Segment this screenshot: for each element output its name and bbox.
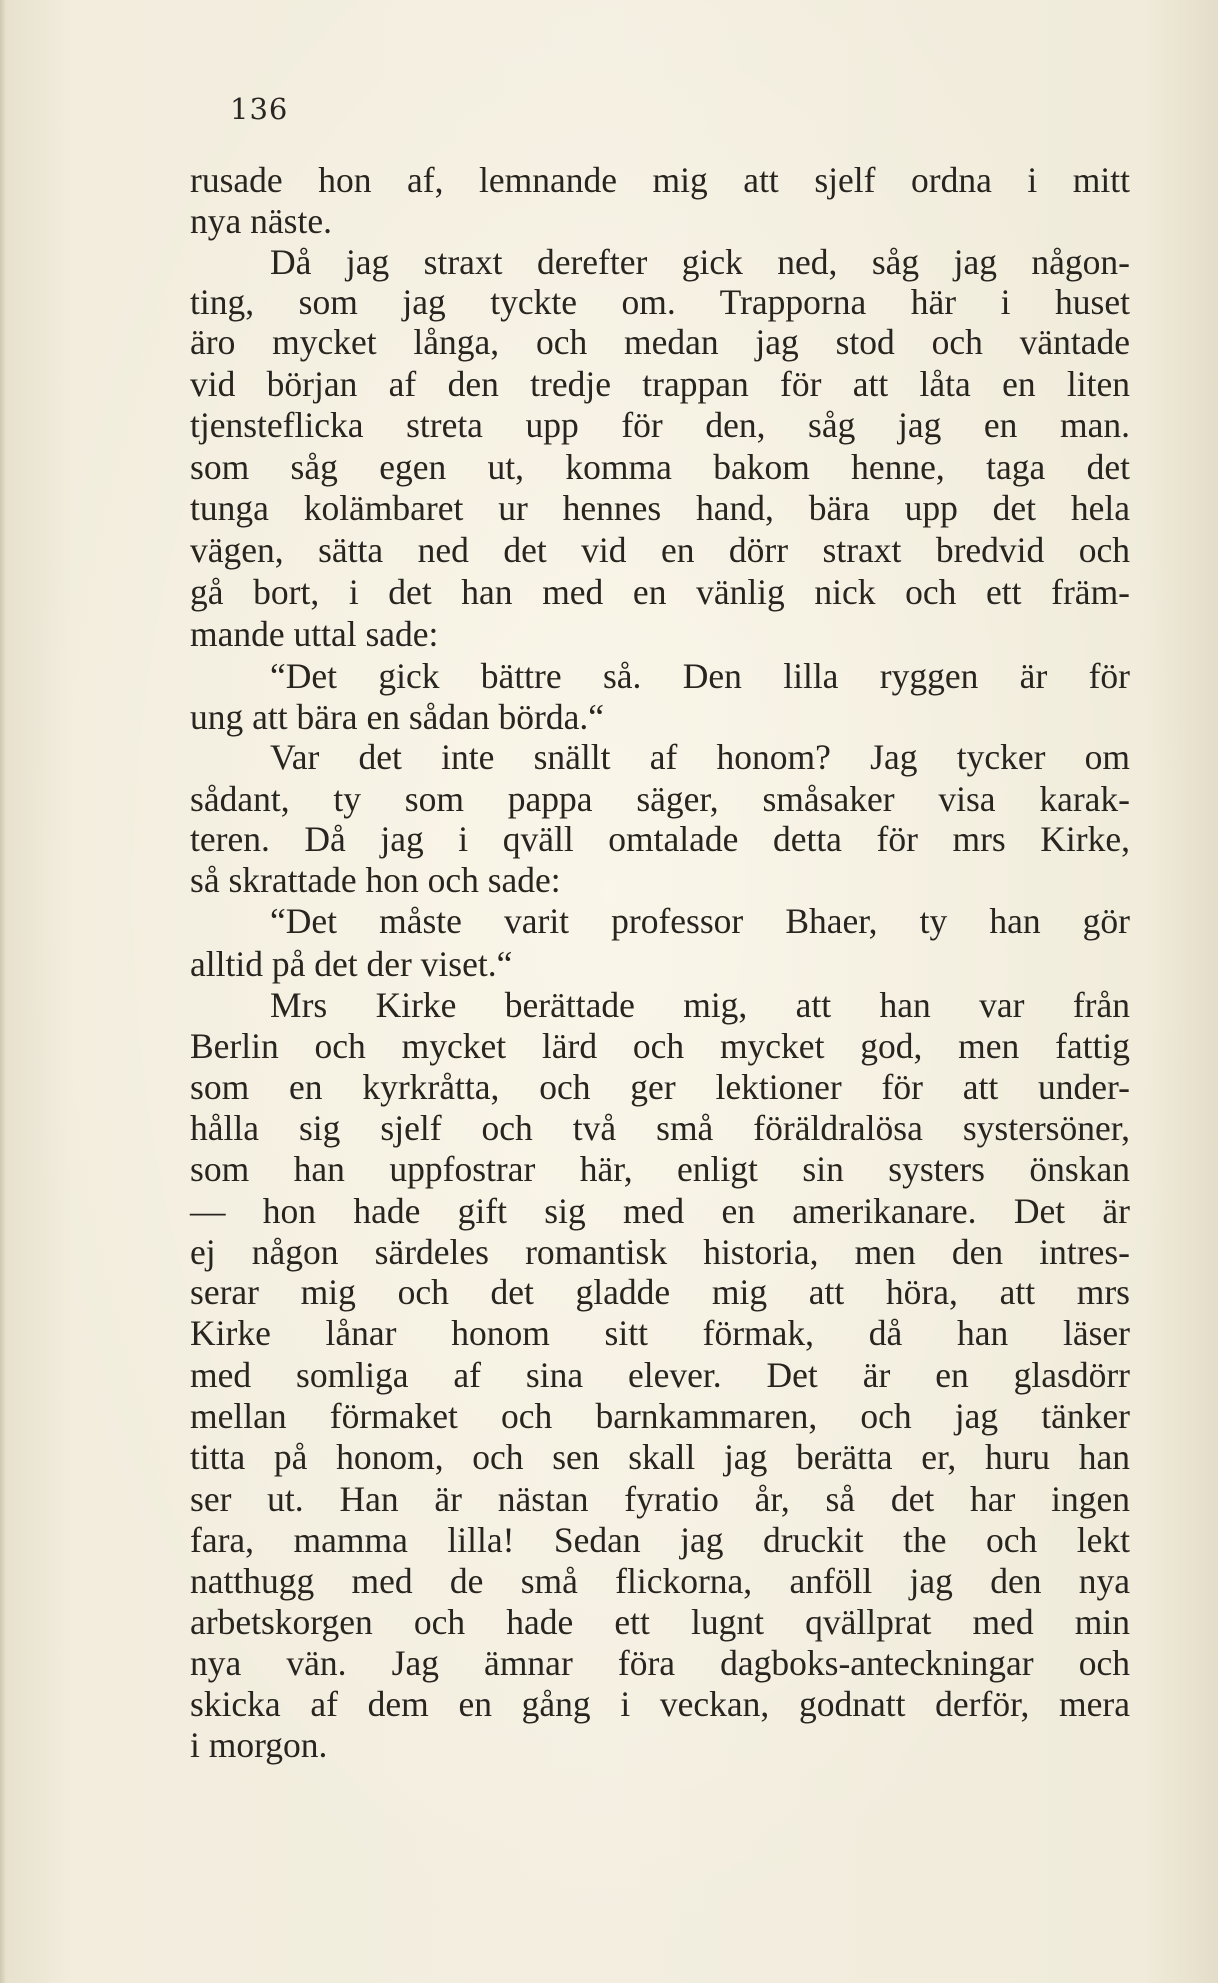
text-line: som han uppfostrar här, enligt sin systers önskan	[190, 1149, 1130, 1189]
text-line: skicka af dem en gång i veckan, godnatt derför, mera	[190, 1684, 1130, 1724]
text-line: ting, som jag tyckte om. Trapporna här i huset	[190, 282, 1130, 322]
text-line: med somliga af sina elever. Det är en glasdörr	[190, 1355, 1130, 1395]
text-line: hålla sig sjelf och två små föräldralösa systersöner,	[190, 1108, 1130, 1148]
text-line: rusade hon af, lemnande mig att sjelf ordna i mitt	[190, 160, 1130, 200]
text-line: Var det inte snällt af honom? Jag tycker om	[270, 737, 1130, 777]
body-text	[190, 160, 1130, 1840]
text-line: titta på honom, och sen skall jag berätta er, huru han	[190, 1437, 1130, 1477]
text-line: ej någon särdeles romantisk historia, men den intres-	[190, 1232, 1130, 1272]
text-line: Mrs Kirke berättade mig, att han var från	[270, 985, 1130, 1025]
text-line: Berlin och mycket lärd och mycket god, men fattig	[190, 1026, 1130, 1066]
text-line: — hon hade gift sig med en amerikanare. Det är	[190, 1191, 1130, 1231]
text-line: så skrattade hon och sade:	[190, 860, 561, 900]
text-line: gå bort, i det han med en vänlig nick och ett främ-	[190, 572, 1130, 612]
text-line: tunga kolämbaret ur hennes hand, bära upp det hela	[190, 488, 1130, 528]
text-line: nya vän. Jag ämnar föra dagboks-anteckningar och	[190, 1643, 1130, 1683]
text-line: teren. Då jag i qväll omtalade detta för mrs Kirke,	[190, 819, 1130, 859]
text-line: ung att bära en sådan börda.“	[190, 697, 604, 737]
text-line: fara, mamma lilla! Sedan jag druckit the och lekt	[190, 1520, 1130, 1560]
text-line: ser ut. Han är nästan fyratio år, så det har ingen	[190, 1479, 1130, 1519]
text-line: som såg egen ut, komma bakom henne, taga det	[190, 447, 1130, 487]
text-line: mande uttal sade:	[190, 614, 439, 654]
text-line: vid början af den tredje trappan för att låta en liten	[190, 364, 1130, 404]
page-number: 136	[230, 92, 289, 126]
text-line: äro mycket långa, och medan jag stod och väntade	[190, 322, 1130, 362]
text-line: Då jag straxt derefter gick ned, såg jag någon-	[270, 242, 1130, 282]
page-edge-shadow	[0, 0, 6, 1983]
text-line: serar mig och det gladde mig att höra, att mrs	[190, 1272, 1130, 1312]
text-line: arbetskorgen och hade ett lugnt qvällprat med min	[190, 1602, 1130, 1642]
text-line: tjensteflicka streta upp för den, såg jag en man.	[190, 405, 1130, 445]
text-line: i morgon.	[190, 1725, 328, 1765]
text-line: alltid på det der viset.“	[190, 944, 513, 984]
text-line: “Det måste varit professor Bhaer, ty han gör	[270, 901, 1130, 941]
text-line: nya näste.	[190, 201, 332, 241]
text-line: mellan förmaket och barnkammaren, och jag tänker	[190, 1396, 1130, 1436]
text-line: Kirke lånar honom sitt förmak, då han läser	[190, 1313, 1130, 1353]
text-line: vägen, sätta ned det vid en dörr straxt bredvid och	[190, 530, 1130, 570]
text-line: natthugg med de små flickorna, anföll jag den nya	[190, 1561, 1130, 1601]
text-line: “Det gick bättre så. Den lilla ryggen är för	[270, 656, 1130, 696]
text-line: sådant, ty som pappa säger, småsaker visa karak-	[190, 779, 1130, 819]
text-line: som en kyrkråtta, och ger lektioner för att under-	[190, 1067, 1130, 1107]
